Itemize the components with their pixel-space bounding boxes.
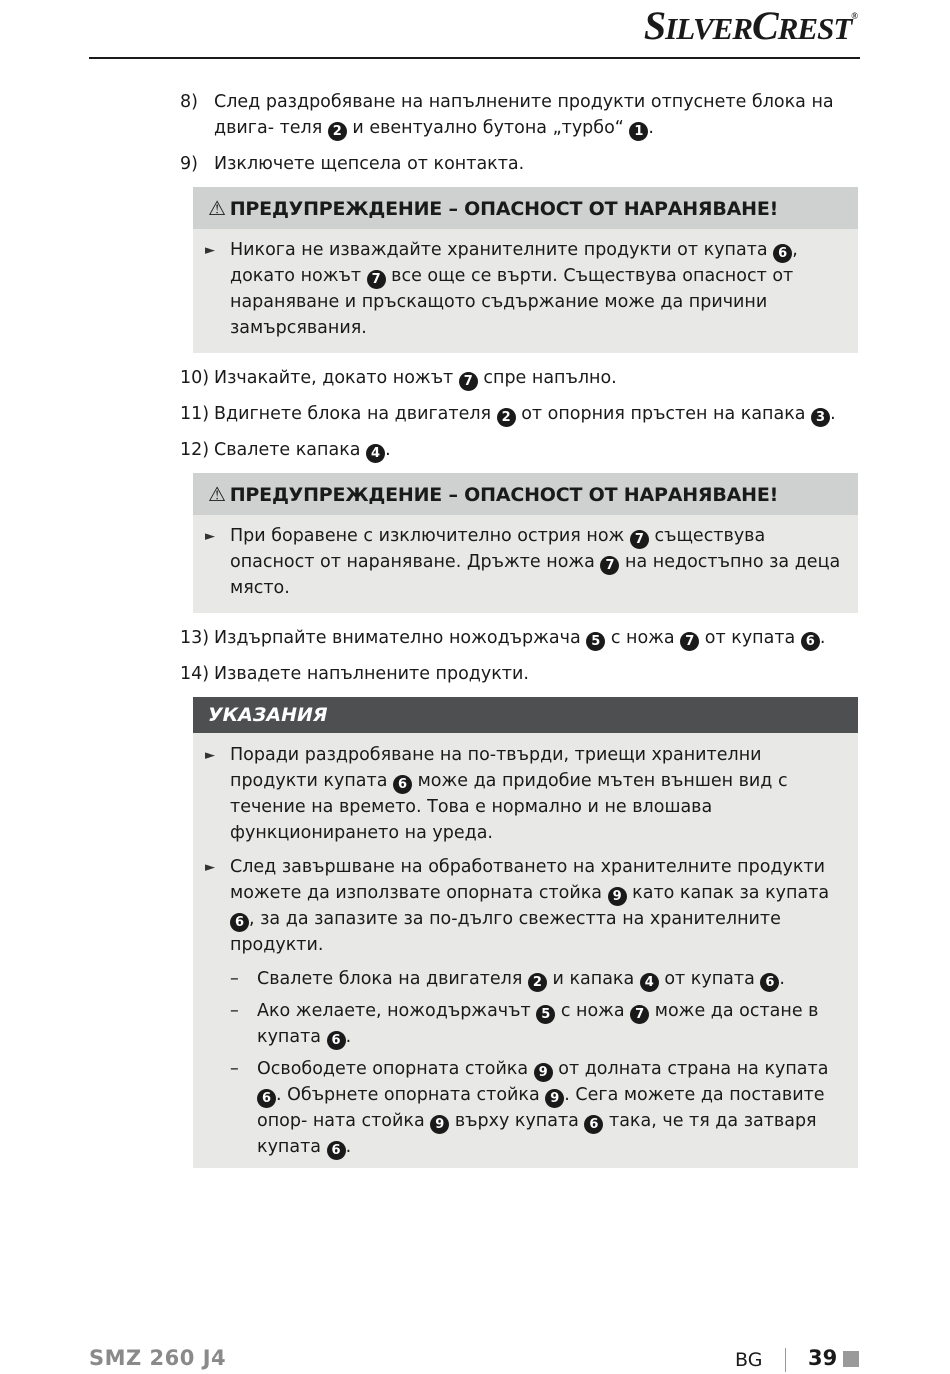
part-number-icon: 4 — [366, 444, 385, 463]
step-text: Издърпайте внимателно ножодържача 5 с ножа 7 от купата 6 . — [214, 628, 826, 649]
sub-item: – Освободете опорната стойка 9 от долната страна на купата 6 . Обърнете опорната стойка 9 . Сега можете да поставите опор- ната стойка 9 върху купата 6 така, че тя да затваря купата 6 . — [230, 1056, 848, 1160]
part-number-icon: 9 — [608, 887, 627, 906]
triangle-right-icon: ► — [205, 243, 215, 258]
part-number-icon: 7 — [600, 556, 619, 575]
step-item — [180, 661, 858, 687]
part-number-icon: 2 — [497, 408, 516, 427]
header-rule — [89, 57, 860, 59]
sub-item: – Ако желаете, ножодържачът 5 с ножа 7 може да остане в купата 6 . — [230, 998, 848, 1050]
part-number-icon: 1 — [629, 122, 648, 141]
step-item — [180, 401, 858, 427]
part-number-icon: 6 — [230, 913, 249, 932]
content — [180, 89, 858, 1168]
part-number-icon: 5 — [536, 1005, 555, 1024]
part-number-icon: 2 — [528, 973, 547, 992]
footer-divider — [785, 1348, 786, 1372]
language-code: BG — [735, 1349, 763, 1371]
part-number-icon: 5 — [586, 632, 605, 651]
bullet-item: ► Никога не изваждайте хранителните продукти от купата 6 , докато ножът 7 все още се върти. Съществува опасност от нараняване и пръскащото съдържание може да причини замърсявания. — [205, 237, 848, 341]
step-text: След раздробяване на напълнените продукти отпуснете блока на двига- теля 2 и евентуално бутона „турбо“ 1 . — [214, 92, 834, 139]
step-number: 12) — [180, 440, 210, 460]
part-number-icon: 7 — [680, 632, 699, 651]
part-number-icon: 6 — [257, 1089, 276, 1108]
steps-group-c — [180, 625, 858, 687]
part-number-icon: 9 — [545, 1089, 564, 1108]
part-number-icon: 7 — [367, 270, 386, 289]
warning-header: ⚠ ПРЕДУПРЕЖДЕНИЕ – ОПАСНОСТ ОТ НАРАНЯВАНЕ! — [193, 187, 858, 229]
triangle-right-icon: ► — [205, 748, 215, 763]
dash-marker: – — [230, 969, 239, 989]
step-item — [180, 89, 858, 141]
notes-header: УКАЗАНИЯ — [193, 697, 858, 733]
steps-group-a — [180, 89, 858, 177]
bullet-item: ► При боравене с изключително острия нож 7 съществува опасност от нараняване. Дръжте ножа 7 на недостъпно за деца място. — [205, 523, 848, 601]
part-number-icon: 6 — [327, 1141, 346, 1160]
sub-list — [205, 966, 848, 1160]
steps-group-b — [180, 365, 858, 463]
step-number: 10) — [180, 368, 210, 388]
warning-box-1 — [193, 187, 858, 353]
warning-header: ⚠ ПРЕДУПРЕЖДЕНИЕ – ОПАСНОСТ ОТ НАРАНЯВАНЕ! — [193, 473, 858, 515]
part-number-icon: 3 — [811, 408, 830, 427]
bullet-item: ► Поради раздробяване на по-твърди, триещи хранителни продукти купата 6 може да придобие мътен външен вид с течение на времето. Това е нормално и не влошава функционирането на уреда. — [205, 742, 848, 846]
step-text: Изключете щепсела от контакта. — [214, 154, 525, 174]
part-number-icon: 7 — [459, 372, 478, 391]
sub-item: – Свалете блока на двигателя 2 и капака 4 от купата 6 . — [230, 966, 848, 992]
triangle-right-icon: ► — [205, 860, 215, 875]
part-number-icon: 9 — [534, 1063, 553, 1082]
part-number-icon: 6 — [801, 632, 820, 651]
dash-marker: – — [230, 1059, 239, 1079]
part-number-icon: 6 — [760, 973, 779, 992]
brand-logo: SILVERCREST® — [643, 3, 858, 48]
part-number-icon: 2 — [328, 122, 347, 141]
warning-triangle-icon: ⚠ — [208, 482, 226, 506]
step-number: 13) — [180, 628, 210, 648]
step-text: Изчакайте, докато ножът 7 спре напълно. — [214, 368, 617, 389]
page-square-icon — [843, 1351, 859, 1367]
step-number: 11) — [180, 404, 210, 424]
step-number: 14) — [180, 664, 210, 684]
part-number-icon: 6 — [773, 244, 792, 263]
step-item — [180, 625, 858, 651]
step-text: Вдигнете блока на двигателя 2 от опорния пръстен на капака 3 . — [214, 404, 836, 425]
bullet-item: ► След завършване на обработването на хранителните продукти можете да използвате опорната стойка 9 като капак за купата 6 , за да запазите за по-дълго свежестта на хранителните продукти. — [205, 854, 848, 958]
part-number-icon: 6 — [584, 1115, 603, 1134]
notes-box — [193, 697, 858, 1168]
part-number-icon: 7 — [630, 530, 649, 549]
part-number-icon: 4 — [640, 973, 659, 992]
page-number: 39 — [808, 1346, 838, 1370]
triangle-right-icon: ► — [205, 529, 215, 544]
part-number-icon: 7 — [630, 1005, 649, 1024]
part-number-icon: 6 — [327, 1031, 346, 1050]
part-number-icon: 6 — [393, 775, 412, 794]
step-text: Извадете напълнените продукти. — [214, 664, 529, 684]
step-item — [180, 151, 858, 177]
step-item — [180, 437, 858, 463]
dash-marker: – — [230, 1001, 239, 1021]
step-number: 9) — [180, 154, 198, 174]
warning-triangle-icon: ⚠ — [208, 196, 226, 220]
warning-box-2 — [193, 473, 858, 613]
part-number-icon: 9 — [430, 1115, 449, 1134]
model-number: SMZ 260 J4 — [89, 1346, 227, 1370]
step-number: 8) — [180, 92, 198, 112]
step-text: Свалете капака 4 . — [214, 440, 391, 461]
step-item — [180, 365, 858, 391]
